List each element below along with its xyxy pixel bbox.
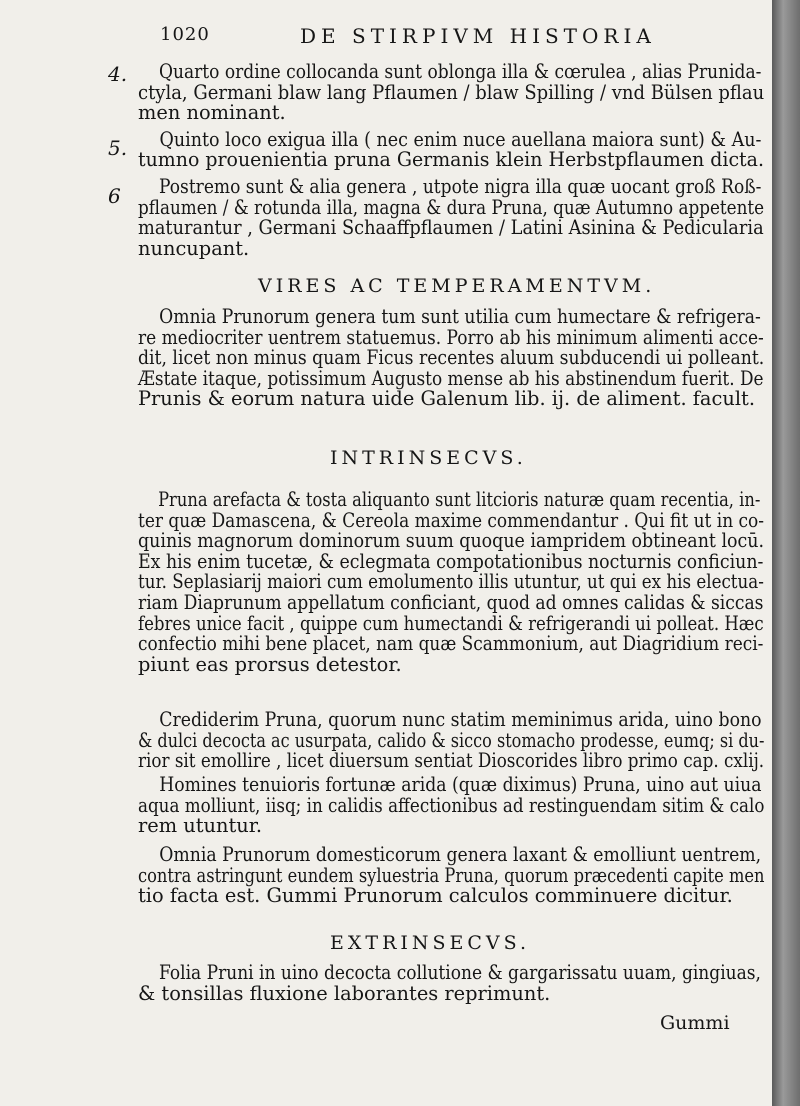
- text-line: Omnia Prunorum domesticorum genera laxant & emolliunt uentrem,: [159, 843, 762, 866]
- text-line: febres unice facit , quippe cum humectandi & refrigerandi ui polleat. Hæc: [138, 611, 764, 635]
- text-line: aqua molliunt, iisq; in calidis affectionibus ad restinguendam sitim & calo: [138, 793, 765, 817]
- text-line: men nominant.: [138, 101, 286, 125]
- text-line: rem utuntur.: [138, 814, 263, 838]
- text-line: tio facta est. Gummi Prunorum calculos comminuere dicitur.: [138, 884, 733, 908]
- text-line: Homines tenuioris fortunæ arida (quæ diximus) Pruna, uino aut uiua: [159, 773, 762, 796]
- section-heading-extrinsecus: EXTRINSECVS.: [330, 932, 531, 954]
- text-line: maturantur , Germani Schaaffpflaumen / Latini Asinina & Pedicularia: [138, 216, 764, 240]
- text-line: dit, licet non minus quam Ficus recentes aluum subducendi ui polleant.: [138, 346, 765, 370]
- text-line: tumno prouenientia pruna Germanis klein Herbstpflaumen dicta.: [138, 148, 764, 172]
- text-line: ctyla, Germani blaw lang Pflaumen / blaw Spilling / vnd Bülsen pflau: [138, 80, 765, 104]
- paragraph-homines: [138, 775, 768, 837]
- text-line: Ex his enim tucetæ, & eclegmata compotationibus nocturnis conficiun-: [138, 549, 764, 573]
- page-gutter-shadow: [772, 0, 800, 1106]
- section-heading-vires: VIRES AC TEMPERAMENTVM.: [258, 275, 656, 297]
- text-line: rior sit emollire , licet diuersum sentiat Dioscorides libro primo cap. cxlij.: [138, 749, 765, 773]
- item-number-5: 5.: [108, 136, 128, 160]
- running-title: DE STIRPIVM HISTORIA: [300, 24, 656, 48]
- text-line: tur. Seplasiarij maiori cum emolumento illis utuntur, ut qui ex his electua-: [138, 570, 764, 594]
- text-line: & tonsillas fluxione laborantes reprimunt.: [138, 981, 551, 1005]
- text-line: contra astringunt eundem syluestria Pruna, quorum præcedenti capite men: [138, 863, 765, 887]
- paragraph-vires: [138, 307, 768, 410]
- text-line: Æstate itaque, potissimum Augusto mense ab his abstinendum fuerit. De: [138, 366, 764, 390]
- item-number-4: 4.: [108, 62, 128, 86]
- text-line: Pruna arefacta & tosta aliquanto sunt litcioris naturæ quam recentia, in-: [158, 488, 761, 511]
- paragraph-intrinsecus: [138, 490, 768, 675]
- text-line: piunt eas prorsus detestor.: [138, 652, 402, 676]
- paragraph-omnia: [138, 845, 768, 907]
- item-number-6: 6: [108, 184, 121, 208]
- catchword: Gummi: [660, 1012, 730, 1034]
- text-line: confectio mihi bene placet, nam quæ Scammonium, aut Diagridium reci-: [138, 632, 764, 656]
- text-line: Quinto loco exigua illa ( nec enim nuce auellana maiora sunt) & Au-: [159, 127, 762, 151]
- paragraph-varieties: [138, 62, 768, 259]
- text-line: pflaumen / & rotunda illa, magna & dura Pruna, quæ Autumno appetente: [138, 195, 765, 219]
- text-line: Postremo sunt & alia genera , utpote nigra illa quæ uocant groß Roß-: [159, 174, 762, 198]
- text-line: Crediderim Pruna, quorum nunc statim meminimus arida, uino bono: [159, 708, 762, 731]
- text-line: Quarto ordine collocanda sunt oblonga illa & cœrulea , alias Prunida-: [159, 60, 762, 83]
- text-line: ter quæ Damascena, & Cereola maxime commendantur . Qui fit ut in co-: [138, 508, 765, 532]
- paragraph-extrinsecus: [138, 963, 768, 1004]
- section-heading-intrinsecus: INTRINSECVS.: [330, 447, 527, 469]
- text-line: quinis magnorum dominorum suum quoque iampridem obtineant locū.: [138, 529, 765, 553]
- text-line: Folia Pruni in uino decocta collutione & gargarissatu uuam, gingiuas,: [158, 961, 761, 984]
- text-line: Omnia Prunorum genera tum sunt utilia cum humectare & refrigera-: [159, 305, 761, 328]
- text-line: re mediocriter uentrem statuemus. Porro ab his minimum alimenti acce-: [138, 325, 764, 349]
- text-line: & dulci decocta ac usurpata, calido & sicco stomacho prodesse, eumq; si du-: [138, 728, 765, 752]
- paragraph-crediderim: [138, 710, 768, 772]
- text-line: nuncupant.: [138, 236, 250, 260]
- text-line: Prunis & eorum natura uide Galenum lib. ij. de aliment. facult.: [138, 387, 755, 411]
- page-header: [160, 22, 680, 52]
- text-line: riam Diaprunum appellatum conficiant, quod ad omnes calidas & siccas: [138, 590, 764, 614]
- folio-number: 1020: [160, 24, 210, 45]
